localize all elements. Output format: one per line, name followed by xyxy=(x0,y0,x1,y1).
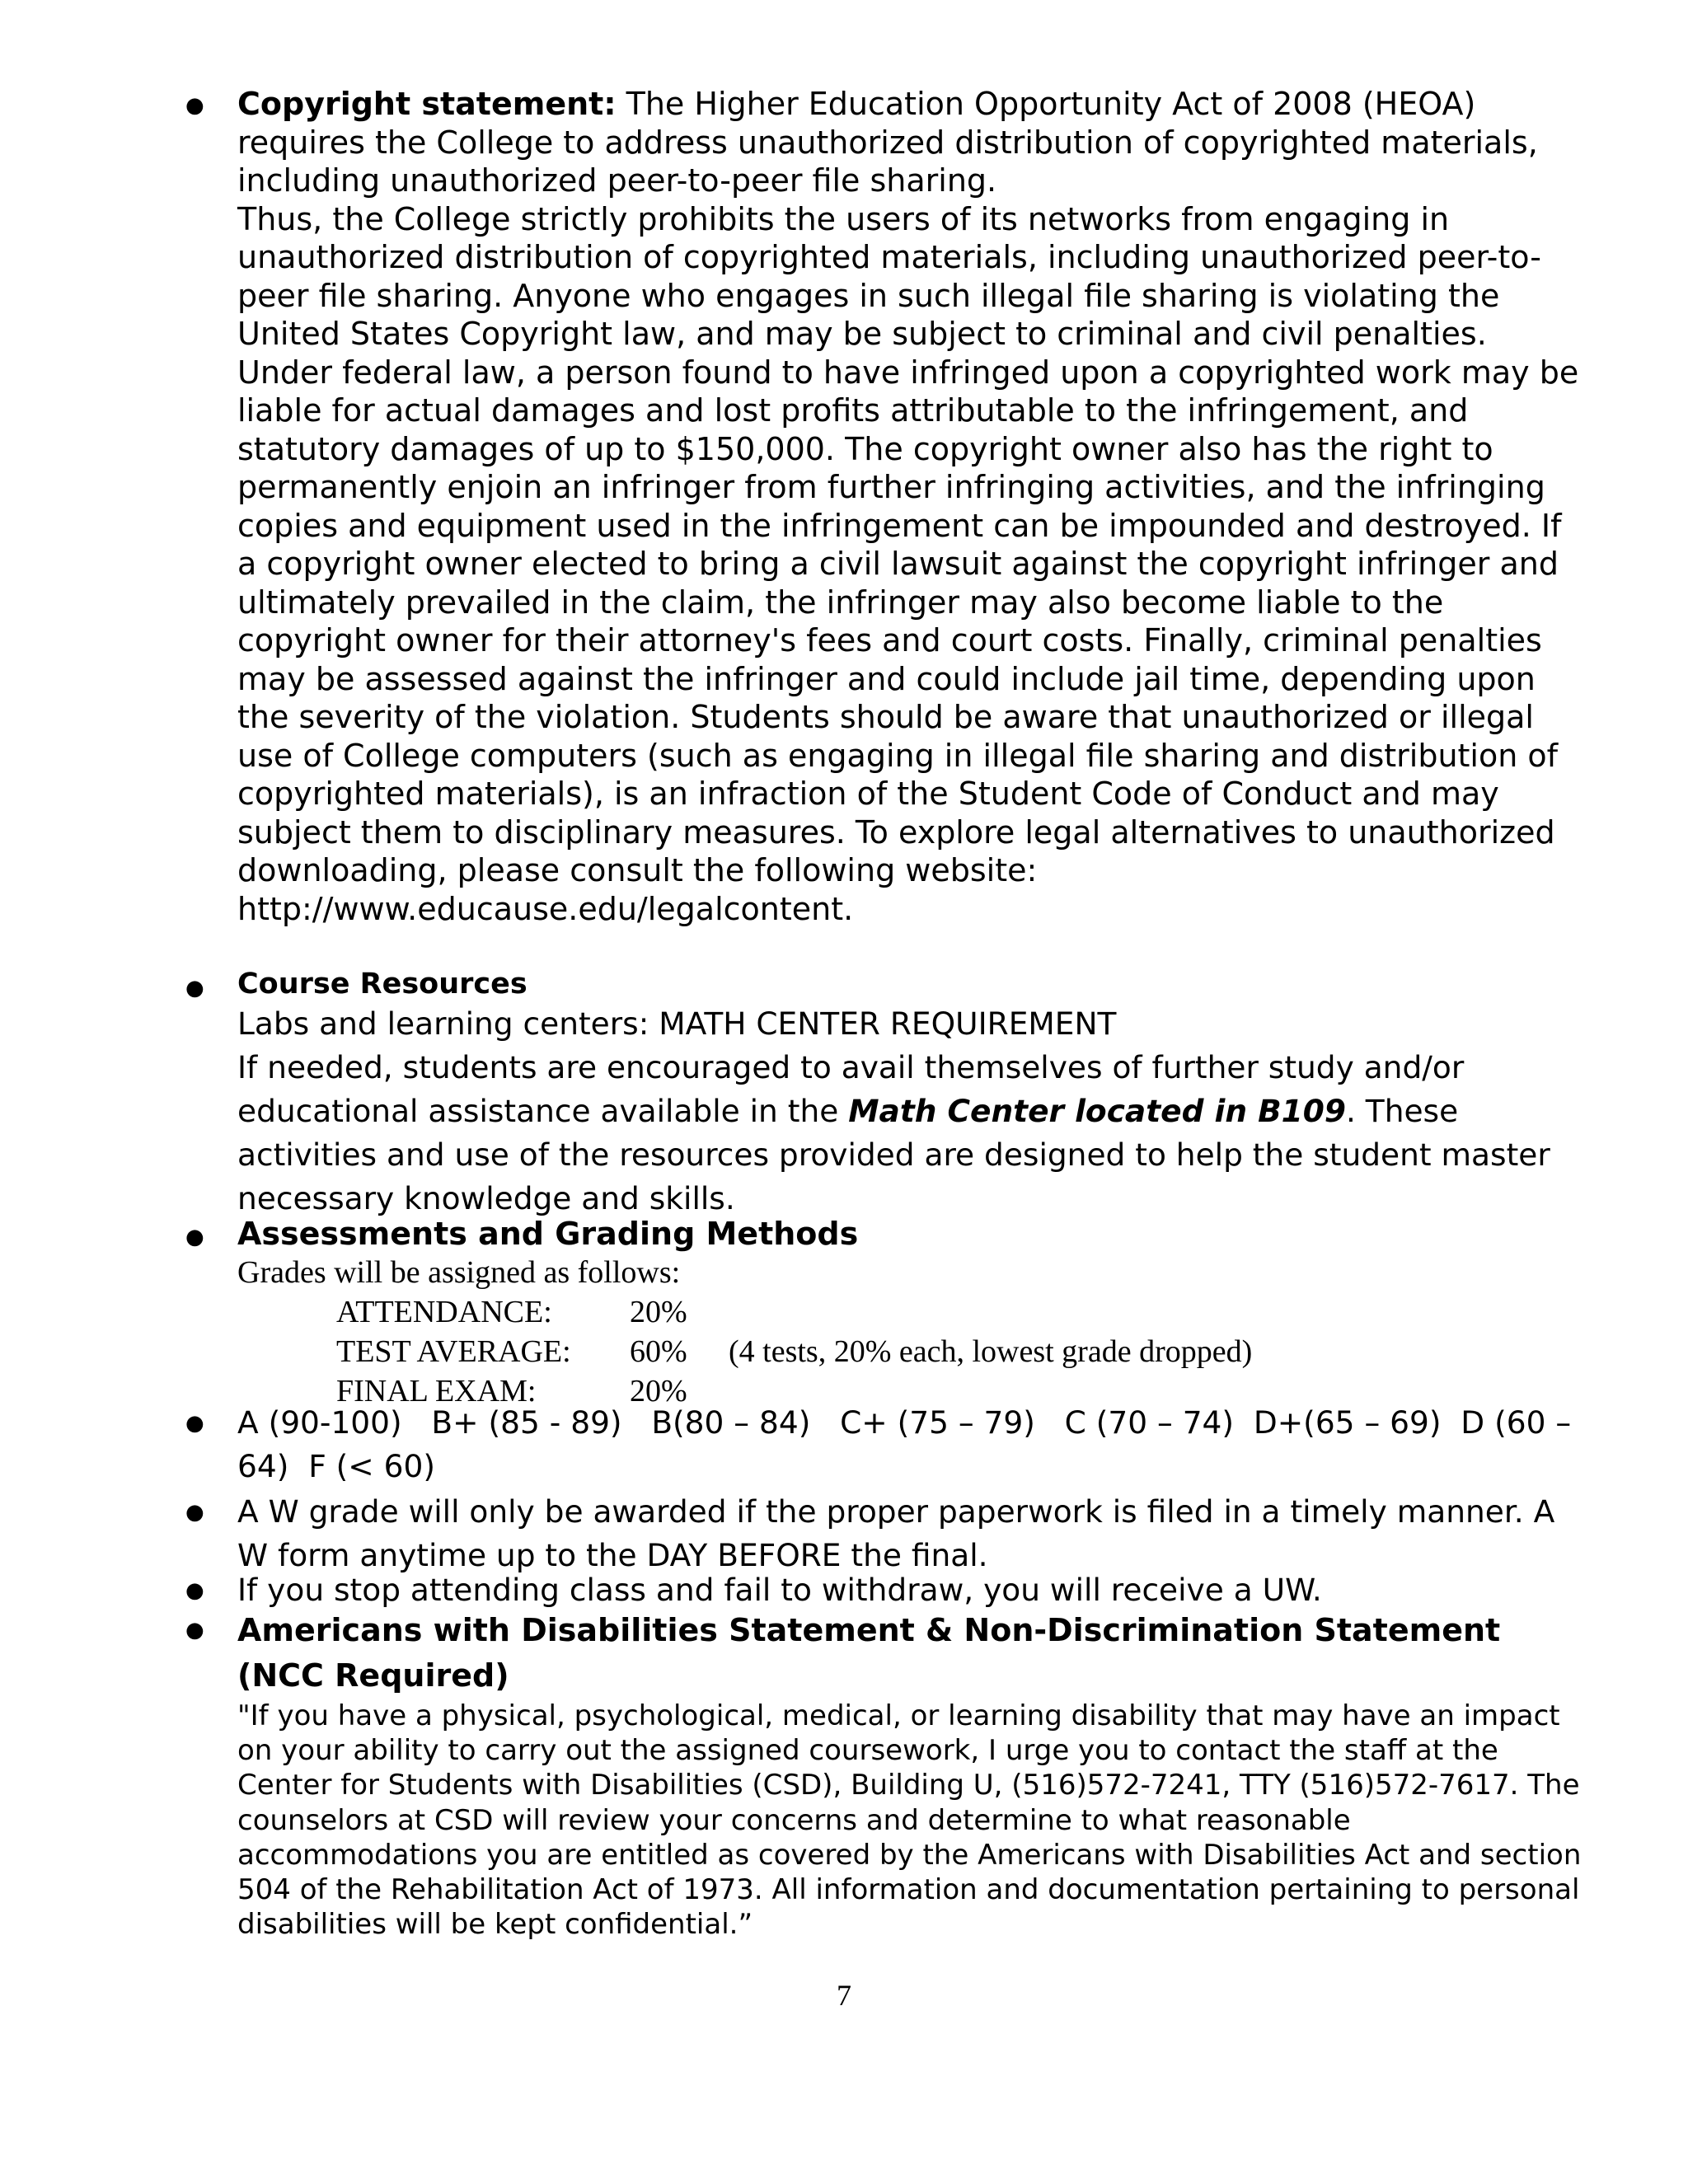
bullet: ● xyxy=(185,1225,204,1249)
copyright-body: Thus, the College strictly prohibits the users of its networks from engaging in unauthorized distribution of copyrighted materials, including unauthorized peer-to-peer file sharing. Anyone who engages in such illegal file sharing is violating the United States Copyright law, and may be subject to criminal and civil penalties. Under federal law, a person found to have infringed upon a copyrighted work may be liable for actual damages and lost profits attributable to the infringement, and statutory damages of up to $150,000. The copyright owner also has the right to permanently enjoin an infringer from further infringing activities, and the infringing copies and equipment used in the infringement can be impounded and destroyed. If a copyright owner elected to bring a civil lawsuit against the copyright infringer and ultimately prevailed in the claim, the infringer may also become liable to the copyright owner for their attorney's fees and court costs. Finally, criminal penalties may be assessed against the infringer and could include jail time, depending upon the severity of the violation. Students should be aware that unauthorized or illegal use of College computers (such as engaging in illegal file sharing and distribution of copyrighted materials), is an infraction of the Student Code of Conduct and may subject them to disciplinary measures. To explore legal alternatives to unauthorized downloading, please consult the following website: http://www.educause.edu/legalcontent. xyxy=(237,200,1579,927)
ada-statement xyxy=(237,1608,1589,1942)
math-center-location: Math Center located in B109 xyxy=(848,1093,1346,1129)
copyright-statement xyxy=(237,85,1589,928)
copyright-heading: Copyright statement: xyxy=(237,86,617,122)
grade-row: ATTENDANCE: 20% xyxy=(336,1295,687,1329)
assessments-heading: Assessments and Grading Methods xyxy=(237,1216,859,1252)
page-number: 7 xyxy=(837,1979,851,2012)
ada-body: "If you have a physical, psychological, medical, or learning disability that may have an impact on your ability to carry out the assigned coursework, I urge you to contact the staff at the Center for Students with Disabilities (CSD), Building U, (516)572-7241, TTY (516)572-7617. The counselors at CSD will review your concerns and determine to what reasonable accommodations you are entitled as covered by the Americans with Disabilities Act and section 504 of the Rehabilitation Act of 1973. All information and documentation pertaining to personal disabilities will be kept confidential.” xyxy=(237,1699,1582,1942)
bullet: ● xyxy=(185,1578,204,1603)
grade-row: FINAL EXAM: 20% xyxy=(336,1374,687,1408)
uw-grade-policy: If you stop attending class and fail to withdraw, you will receive a UW. xyxy=(237,1572,1322,1608)
bullet: ● xyxy=(185,1618,204,1643)
copyright-lead: The Higher Education Opportunity Act of 2008 (HEOA) requires the College to address unauthorized distribution of copyrighted materials, including unauthorized peer-to-peer file sharing. xyxy=(237,86,1538,199)
resources-labs: Labs and learning centers: MATH CENTER REQUIREMENT xyxy=(237,1005,1117,1042)
resources-heading: Course Resources xyxy=(237,968,528,1001)
w-grade-policy: A W grade will only be awarded if the proper paperwork is filed in a timely manner. A W form anytime up to the DAY BEFORE the final. xyxy=(237,1493,1555,1573)
resources-text: If needed, students are encouraged to avail themselves of further study and/or educational assistance available in the Math Center located in B109. These activities and use of the resources provided are designed to help the student master necessary knowledge and skills. xyxy=(237,1049,1550,1216)
ada-heading: Americans with Disabilities Statement & Non-Discrimination Statement (NCC Required) xyxy=(237,1612,1501,1694)
bullet: ● xyxy=(185,93,204,118)
bullet: ● xyxy=(185,1411,204,1436)
bullet: ● xyxy=(185,976,204,1001)
grades-intro: Grades will be assigned as follows: xyxy=(237,1255,681,1290)
grade-row: TEST AVERAGE: 60% (4 tests, 20% each, lowest grade dropped) xyxy=(336,1334,1253,1369)
bullet: ● xyxy=(185,1500,204,1525)
course-resources xyxy=(237,966,1589,1221)
assessments xyxy=(237,1215,1589,1411)
grade-scale: A (90-100) B+ (85 - 89) B(80 – 84) C+ (75 – 79) C (70 – 74) D+(65 – 69) D (60 – 64) F (< 60) xyxy=(237,1404,1582,1484)
